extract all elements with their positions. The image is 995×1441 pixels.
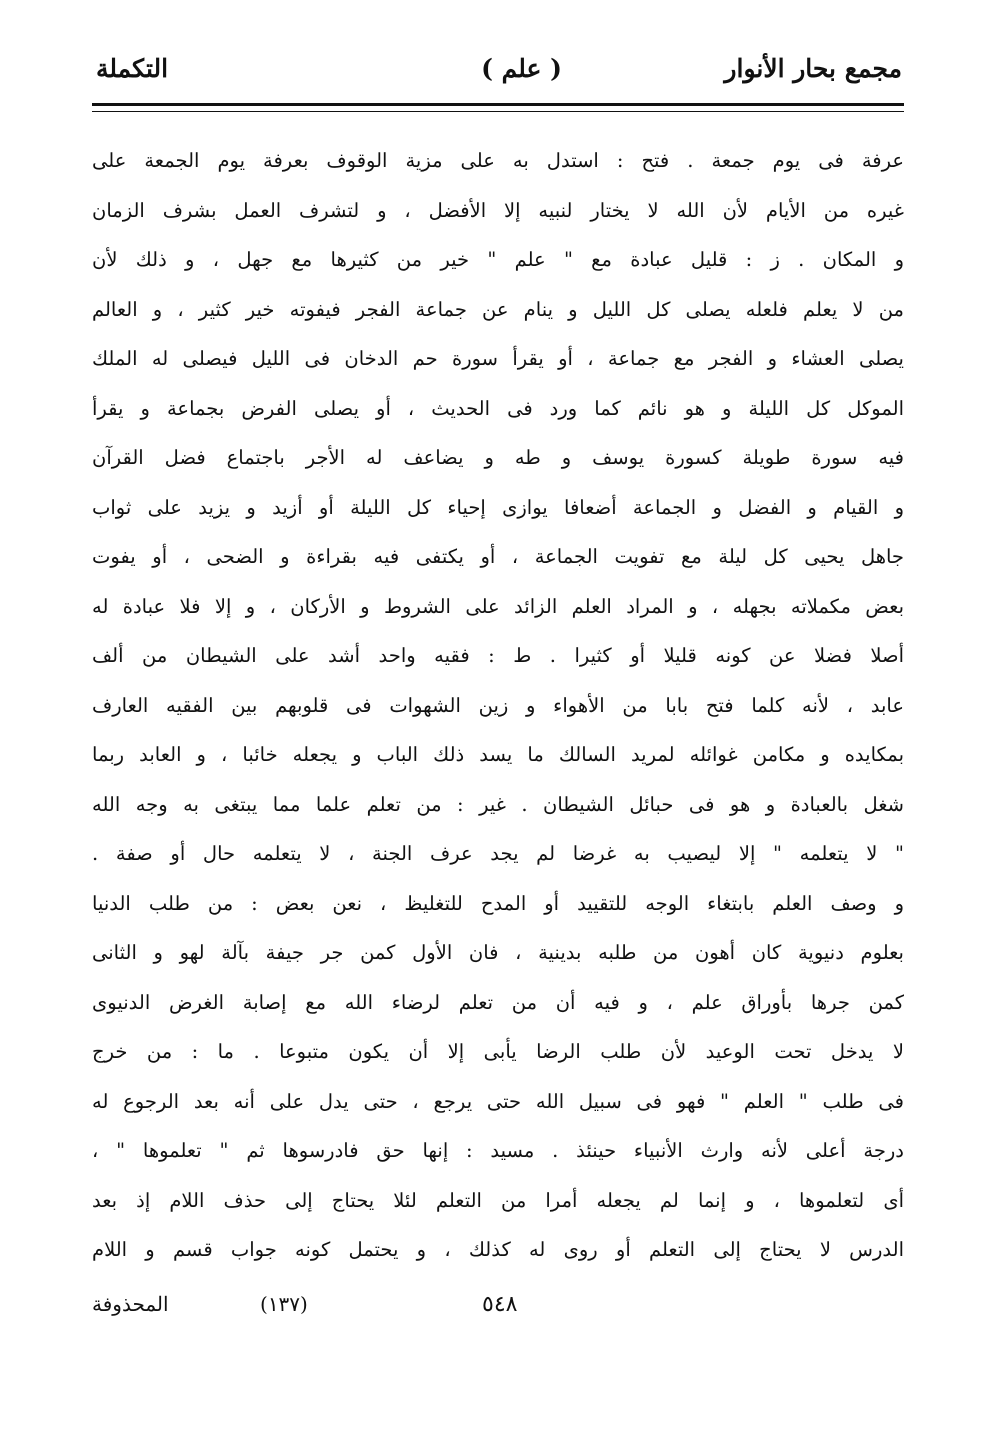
text-line: لا يدخل تحت الوعيد لأن طلب الرضا يأبى إلا أن يكون متبوعا . ما : من خرج bbox=[92, 1040, 904, 1063]
body-text bbox=[92, 136, 904, 1275]
text-line: درجة أعلى لأنه وارث الأنبياء حينئذ . مسيد : إنها حق فادرسوها ثم " تعلموها " ، bbox=[92, 1139, 904, 1162]
text-line: جاهل يحيى كل ليلة مع تفويت الجماعة ، أو يكتفى فيه بقراءة و الضحى ، أو يفوت bbox=[92, 545, 904, 568]
header-rule-thin bbox=[92, 111, 904, 112]
book-title: مجمع بحار الأنوار bbox=[724, 54, 902, 83]
text-line: يصلى العشاء و الفجر مع جماعة ، أو يقرأ سورة حم الدخان فى الليل فيصلى له الملك bbox=[92, 347, 904, 370]
running-header bbox=[96, 54, 902, 94]
text-line: و وصف العلم بابتغاء الوجه للتقييد أو المدح للتغليظ ، نعن بعض : من طلب الدنيا bbox=[92, 891, 904, 915]
text-line: من لا يعلم فلعله يصلى كل الليل و ينام عن جماعة الفجر فيفوته خير كثير ، و العالم bbox=[92, 297, 904, 321]
text-line: بعض مكملاته بجهله ، و المراد العلم الزائد على الشروط و الأركان ، و إلا فلا عبادة له bbox=[92, 594, 904, 618]
text-line: الموكل كل الليلة و هو نائم كما ورد فى الحديث ، أو يصلى الفرض بجماعة و يقرأ bbox=[92, 396, 904, 420]
text-line: و القيام و الفضل و الجماعة أضعافا يوازى إحياء كل الليلة أو أزيد و يزيد على ثواب bbox=[92, 495, 904, 519]
text-line: شغل بالعبادة و هو فى حبائل الشيطان . غير : من تعلم علما مما يبتغى به وجه الله bbox=[92, 792, 904, 816]
text-line: كمن جرها بأوراق علم ، و فيه أن من تعلم لرضاء الله مع إصابة الغرض الدنيوى bbox=[92, 990, 904, 1014]
text-line: " لا يتعلمه " إلا ليصيب به غرضا لم يجد عرف الجنة ، لا يتعلمه حال أو صفة . bbox=[92, 842, 904, 865]
text-line: أى لتعلموها ، و إنما لم يجعله أمرا من التعلم لئلا يحتاج إلى حذف اللام إذ بعد bbox=[92, 1188, 904, 1212]
text-line: عابد ، لأنه كلما فتح بابا من الأهواء و زين الشهوات فى قلوبهم بين الفقيه العارف bbox=[92, 693, 904, 717]
header-rule-thick bbox=[92, 103, 904, 106]
catchword: المحذوفة bbox=[92, 1292, 169, 1316]
text-line: بمكايده و مكامن غوائله لمريد السالك ما يسد ذلك الباب و يجعله خائبا ، و العابد ربما bbox=[92, 743, 904, 766]
text-line: عرفة فى يوم جمعة . فتح : استدل به على مزية الوقوف بعرفة يوم الجمعة على bbox=[92, 149, 904, 172]
text-line: بعلوم دنيوية كان أهون من طلبه بدينية ، فان الأول كمن جر جيفة بآلة لهو و الثانى bbox=[92, 941, 904, 964]
text-line: فى طلب " العلم " فهو فى سبيل الله حتى يرجع ، حتى يدل على أنه بعد الرجوع له bbox=[92, 1089, 904, 1113]
text-line: غيره من الأيام لأن الله لا يختار لنبيه إلا الأفضل ، و لتشرف العمل بشرف الزمان bbox=[92, 198, 904, 222]
page-footer bbox=[92, 1292, 904, 1332]
text-line: و المكان . ز : قليل عبادة مع " علم " خير من كثيرها مع جهل ، و ذلك لأن bbox=[92, 248, 904, 271]
volume-number: (١٣٧) bbox=[260, 1292, 308, 1316]
section-label: التكملة bbox=[96, 54, 169, 83]
page-number: ٥٤٨ bbox=[482, 1292, 518, 1317]
text-line: أصلا فضلا عن كونه قليلا أو كثيرا . ط : فقيه واحد أشد على الشيطان من ألف bbox=[92, 644, 904, 667]
text-line: فيه سورة طويلة كسورة يوسف و طه و يضاعف له الأجر باجتماع فضل القرآن bbox=[92, 446, 904, 469]
entry-heading: ( علم ) bbox=[481, 54, 562, 83]
text-line: الدرس لا يحتاج إلى التعلم أو روى له كذلك ، و يحتمل كونه جواب قسم و اللام bbox=[92, 1238, 904, 1261]
